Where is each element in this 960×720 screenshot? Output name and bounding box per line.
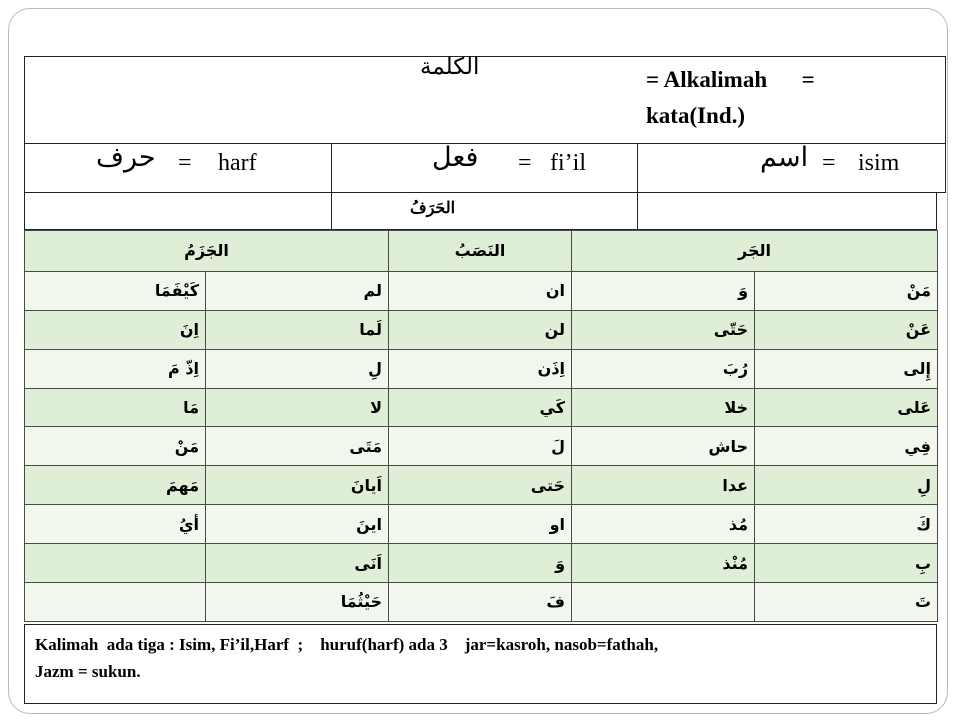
header-nasob: النَصَبُ (389, 231, 572, 272)
table-cell: أيُ (25, 505, 206, 544)
table-cell: فَ (389, 582, 572, 621)
category-harf-equals: = (178, 150, 192, 176)
title-arabic: الكلمة (420, 54, 480, 80)
table-cell: كَ (755, 505, 938, 544)
table-cell: لا (206, 388, 389, 427)
table-cell: اينَ (206, 505, 389, 544)
table-cell: حَتّى (572, 310, 755, 349)
category-isim-equals: = (822, 150, 836, 176)
table-cell: اِنَ (25, 310, 206, 349)
table-row (25, 582, 938, 621)
table-row (25, 427, 938, 466)
table-cell: كَيْفَمَا (25, 271, 206, 310)
harf-row-left-cell (24, 192, 332, 230)
footer-note (35, 631, 930, 685)
table-header-row (25, 231, 938, 272)
table-cell (25, 544, 206, 583)
category-fiil-equals: = (518, 150, 532, 176)
table-cell: رُبَ (572, 349, 755, 388)
table-row (25, 388, 938, 427)
table-cell: اَيانَ (206, 466, 389, 505)
table-cell: بِ (755, 544, 938, 583)
table-cell: فِي (755, 427, 938, 466)
table-cell: اِذَن (389, 349, 572, 388)
table-cell (25, 582, 206, 621)
category-cell-fiil (331, 143, 638, 193)
table-cell: مُذ (572, 505, 755, 544)
harf-row-middle-cell (331, 192, 638, 230)
table-cell: وَ (389, 544, 572, 583)
table-row (25, 310, 938, 349)
category-isim-latin: isim (858, 150, 900, 176)
table-cell: عدا (572, 466, 755, 505)
table-cell: إِلى (755, 349, 938, 388)
table-row (25, 466, 938, 505)
title-latin-line1: = Alkalimah = (646, 67, 815, 92)
table-cell: مَنْ (25, 427, 206, 466)
table-cell (572, 582, 755, 621)
table-cell: مَنْ (755, 271, 938, 310)
header-jazm: الجَزَمُ (25, 231, 389, 272)
category-harf-arabic: حرف (96, 142, 156, 173)
table-cell: او (389, 505, 572, 544)
table-cell: لن (389, 310, 572, 349)
footer-line1: Kalimah ada tiga : Isim, Fi’il,Harf ; huruf(harf) ada 3 jar=kasroh, nasob=fathah, (35, 635, 659, 654)
table-cell: كَي (389, 388, 572, 427)
table-row (25, 505, 938, 544)
table-cell: ان (389, 271, 572, 310)
table-cell: اِذّ مَ (25, 349, 206, 388)
table-cell: مُنْذ (572, 544, 755, 583)
title-latin-line2: kata(Ind.) (646, 103, 746, 128)
table-row (25, 271, 938, 310)
particle-table (24, 230, 938, 622)
harf-label: الحَرَفُ (410, 198, 456, 217)
footer-line2: Jazm = sukun. (35, 662, 141, 681)
table-cell: مَا (25, 388, 206, 427)
harf-row-right-cell (637, 192, 937, 230)
footer-note-box (24, 624, 937, 704)
table-cell: اَنَى (206, 544, 389, 583)
table-cell: حَيْثُمَا (206, 582, 389, 621)
table-cell: عَنْ (755, 310, 938, 349)
table-cell: حَتى (389, 466, 572, 505)
table-cell: عَلى (755, 388, 938, 427)
table-cell: مَهمَ (25, 466, 206, 505)
title-latin (646, 62, 815, 134)
header-jar: الجَر (572, 231, 938, 272)
category-harf-latin: harf (218, 150, 257, 176)
table-cell: خلا (572, 388, 755, 427)
table-cell: وَ (572, 271, 755, 310)
table-cell: لم (206, 271, 389, 310)
category-fiil-latin: fi’il (550, 150, 586, 176)
table-cell: مَتَى (206, 427, 389, 466)
category-fiil-arabic: فعل (432, 142, 479, 173)
table-cell: لِ (206, 349, 389, 388)
table-row (25, 349, 938, 388)
table-cell: لَما (206, 310, 389, 349)
table-cell: تَ (755, 582, 938, 621)
table-cell: لَ (389, 427, 572, 466)
table-cell: لِ (755, 466, 938, 505)
table-row (25, 544, 938, 583)
table-cell: حاش (572, 427, 755, 466)
category-isim-arabic: اسم (760, 142, 809, 173)
